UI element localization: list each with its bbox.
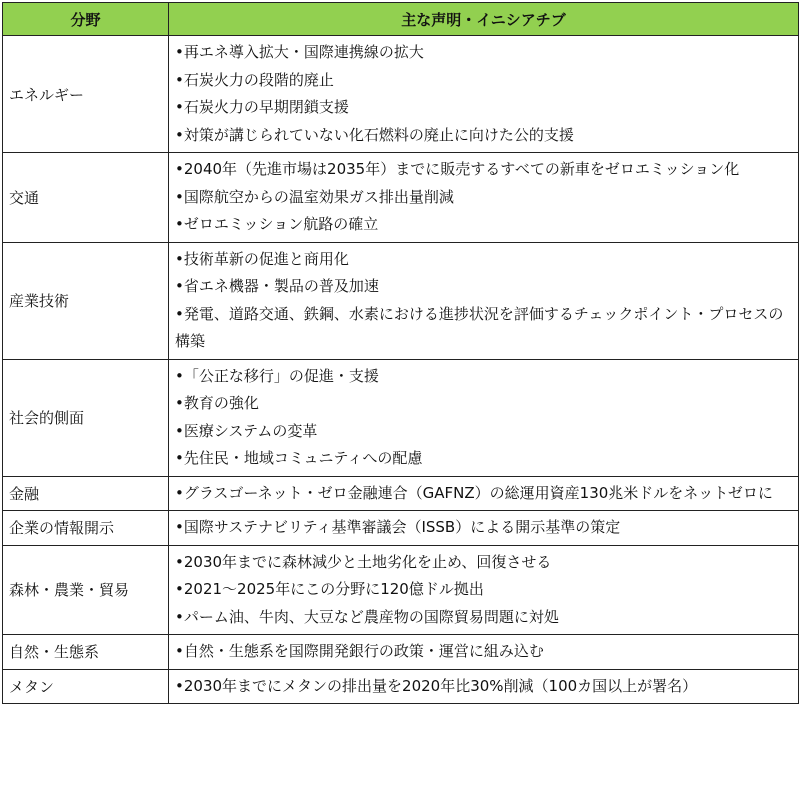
initiative-item: • 国際サステナビリティ基準審議会（ISSB）による開示基準の策定 [175,514,792,542]
initiative-list [175,635,792,669]
initiative-item: • 「公正な移行」の促進・支援 [175,363,792,391]
header-initiatives: 主な声明・イニシアチブ [169,3,799,36]
initiative-item: • 省エネ機器・製品の普及加速 [175,273,792,301]
table-row [3,511,799,546]
initiative-item: • ゼロエミッション航路の確立 [175,211,792,239]
initiative-list [175,360,792,476]
initiatives-cell [169,545,799,635]
initiative-item: • 2030年までにメタンの排出量を2020年比30%削減（100カ国以上が署名） [175,673,792,701]
initiative-item: • 先住民・地域コミュニティへの配慮 [175,445,792,473]
initiative-item: • 対策が講じられていない化石燃料の廃止に向けた公的支援 [175,122,792,150]
initiative-item: • 2040年（先進市場は2035年）までに販売するすべての新車をゼロエミッション化 [175,156,792,184]
policy-table [2,2,799,704]
field-cell: 産業技術 [3,242,169,359]
initiative-item: • 石炭火力の早期閉鎖支援 [175,94,792,122]
initiatives-cell [169,36,799,153]
initiative-list [175,511,792,545]
header-field: 分野 [3,3,169,36]
initiatives-cell [169,511,799,546]
table-row [3,545,799,635]
initiatives-cell [169,669,799,704]
field-cell: 金融 [3,476,169,511]
initiative-item: • 石炭火力の段階的廃止 [175,67,792,95]
field-cell: エネルギー [3,36,169,153]
initiative-item: • 2030年までに森林減少と土地劣化を止め、回復させる [175,549,792,577]
initiative-list [175,243,792,359]
field-cell: 自然・生態系 [3,635,169,670]
initiative-item: • 自然・生態系を国際開発銀行の政策・運営に組み込む [175,638,792,666]
table-body [3,36,799,704]
initiative-list [175,670,792,704]
initiative-item: • 教育の強化 [175,390,792,418]
table-row [3,36,799,153]
initiative-list [175,546,792,635]
initiative-item: • 発電、道路交通、鉄鋼、水素における進捗状況を評価するチェックポイント・プロセスの構築 [175,301,792,356]
table-header-row [3,3,799,36]
initiative-item: • 技術革新の促進と商用化 [175,246,792,274]
table-row [3,635,799,670]
initiative-list [175,36,792,152]
table-row [3,669,799,704]
initiatives-cell [169,476,799,511]
initiative-item: • 再エネ導入拡大・国際連携線の拡大 [175,39,792,67]
initiatives-cell [169,242,799,359]
initiative-list [175,153,792,242]
table-row [3,153,799,243]
initiative-item: • 医療システムの変革 [175,418,792,446]
initiative-item: • グラスゴーネット・ゼロ金融連合（GAFNZ）の総運用資産130兆米ドルをネットゼロに [175,480,792,508]
initiatives-cell [169,153,799,243]
initiative-item: • 2021～2025年にこの分野に120億ドル拠出 [175,576,792,604]
initiative-item: • 国際航空からの温室効果ガス排出量削減 [175,184,792,212]
field-cell: 企業の情報開示 [3,511,169,546]
initiative-item: • パーム油、牛肉、大豆など農産物の国際貿易問題に対処 [175,604,792,632]
initiative-list [175,477,792,511]
table-row [3,359,799,476]
field-cell: 社会的側面 [3,359,169,476]
field-cell: 森林・農業・貿易 [3,545,169,635]
initiatives-cell [169,635,799,670]
table-row [3,242,799,359]
initiatives-cell [169,359,799,476]
table-row [3,476,799,511]
field-cell: メタン [3,669,169,704]
field-cell: 交通 [3,153,169,243]
